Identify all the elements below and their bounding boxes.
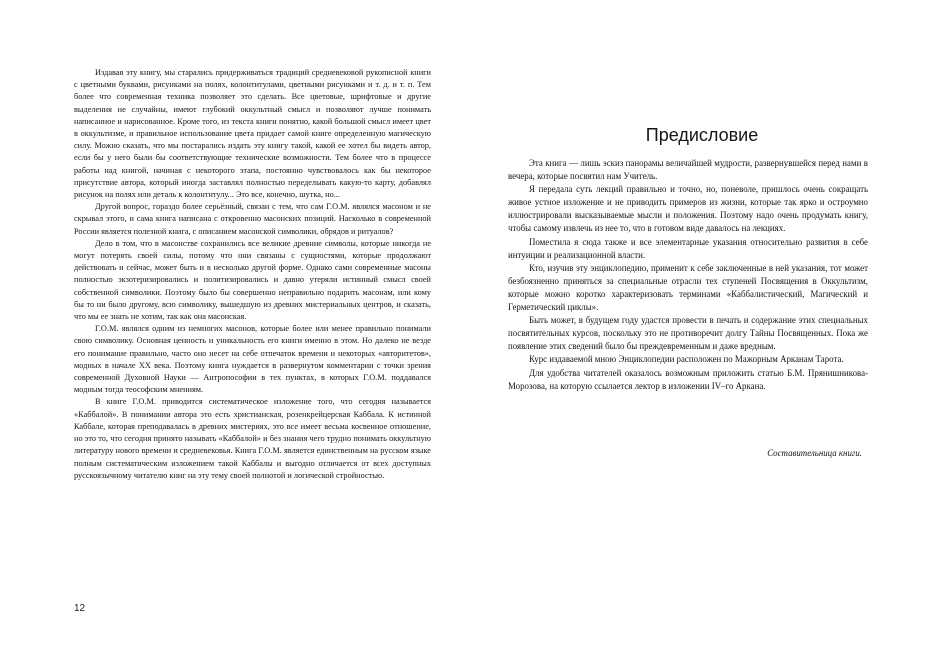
left-paragraph-3: Дело в том, что в масонстве сохранились все великие древние символы, которые никогда не могут потерять своей силы, потому что они связаны с сущностями, которые продолжают действовать и сейчас, может быть и в несколько другой форме. Однако сами современные масоны полностью экзотеризировались и политизировались и давно утеряли истинный смысл своей собственной символики. Поэтому было бы совершенно неправильно подарить масонам, или кому бы то ни было другому, всю символику, вышедшую из древних мистериальных центров, и сказать, что мы ее знать не хотим, так как она масонская. (74, 238, 431, 322)
right-paragraph-3: Поместила я сюда также и все элементарные указания относительно развития в себе интуиции и реализационной власти. (508, 236, 868, 260)
page-title: Предисловие (645, 125, 759, 145)
left-paragraph-2: Другой вопрос, гораздо более серьёзный, связан с тем, что сам Г.О.М. являлся масоном и не скрывал этого, и сама книга написана с откровенно масонских позиций. Насколько в современной России является полезной книга, с описанием масонской символики, обрядов и ритуалов? (74, 202, 431, 236)
signature-text: Составительница книги. (767, 448, 862, 458)
signature (508, 448, 868, 458)
page-number: 12 (74, 603, 86, 614)
right-page-text (508, 157, 868, 393)
right-page (468, 0, 936, 667)
right-paragraph-4: Кто, изучив эту энциклопедию, применит к себе заключенные в ней указания, тот может безбоязненно приняться за специальные отрасли тех ступеней Посвящения в Оккультизм, которые можно коротко характеризовать терминами «Каббалистический, Магический и Герметический циклы». (508, 262, 868, 313)
right-paragraph-7: Для удобства читателей оказалось возможным приложить статью Б.М. Прянишникова-Морозова, на которую ссылается лектор в изложении IV–го Аркана. (508, 367, 868, 391)
right-paragraph-1: Эта книга — лишь эскиз панорамы величайшей мудрости, развернувшейся перед нами в вечера, которые посвятил нам Учитель. (508, 158, 868, 182)
left-page-text (74, 67, 431, 482)
left-paragraph-5: В книге Г.О.М. приводится систематическое изложение того, что сегодня называется «Каббалой». В понимании автора это есть христианская, розенкрейцерская Каббала. К истинной Каббале, которая преподавалась в древних мистериях, это все имеет весьма косвенное отношение, но это то, что сегодня принято называть «Каббалой» и без знания чего трудно понимать оккультную литературу нового времени и средневековья. Книга Г.О.М. является единственным на русском языке полным систематическим изложением такой Каббалы и выгодно отличается от всех доступных русскоязычному читателю книг на эту тему своей полнотой и логической стройностью. (74, 397, 431, 480)
right-paragraph-2: Я передала суть лекций правильно и точно, но, поневоле, пришлось очень сокращать живое устное изложение и не приводить примеров из жизни, которые так ярко и остроумно иллюстрировали высказываемые мысли и положения. Поэтому надо очень продумать книгу, чтобы самому извлечь из нее то, что в готовом виде давалось на лекциях. (508, 184, 868, 234)
right-paragraph-5: Быть может, в будущем году удастся провести в печать и содержание этих специальных посвятительных курсов, поскольку это не противоречит долгу Тайны Посвященных. Пока же появление этих сведений было бы преждевременным и даже вредным. (508, 315, 868, 352)
right-paragraph-6: Курс издаваемой мною Энциклопедии расположен по Мажорным Арканам Тарота. (529, 354, 844, 365)
left-paragraph-1: Издавая эту книгу, мы старались придерживаться традиций средневековой рукописной книги с цветными буквами, рисунками на полях, колонтитулами, цветными рисунками и т. д. и т. п. Тем более что современная техника позволяет это сделать. Все цветовые, шрифтовые и другие выделения не случайны, имеют глубокий оккультный смысл и позволяют лучше понимать написанное и нарисованное. Кроме того, из текста книги понятно, какой большой смысл имеет цвет в оккультизме, и правильное использование цвета придает самой книге определенную магическую силу. Можно сказать, что мы постарались издать эту книгу такой, какой ее хотел бы видеть автор, если бы у него были бы соответствующие технические возможности. Тем более что в процессе работы над книгой, начиная с некоторого этапа, постоянно чувствовалось как бы некоторое присутствие автора, который иногда заставлял полностью переделывать какую-то карту, добавлял рисунок на полях или деталь к колонтитулу... Это все, конечно, шутка, но... (74, 68, 431, 200)
left-paragraph-4: Г.О.М. являлся одним из немногих масонов, которые более или менее правильно понимали свою символику. Основная ценность и уникальность его книги именно в этом. Но далеко не везде его понимание правильно, часто оно несет на себе отпечаток времени и некоторых «авторитетов», модных в начале XX века. Поэтому книга нуждается в развернутом комментарии с точки зрения современной Духовной Науки — Антропософии в тех пунктах, в которых Г.О.М. поддавался модным тогда теософским мнениям. (74, 324, 431, 395)
